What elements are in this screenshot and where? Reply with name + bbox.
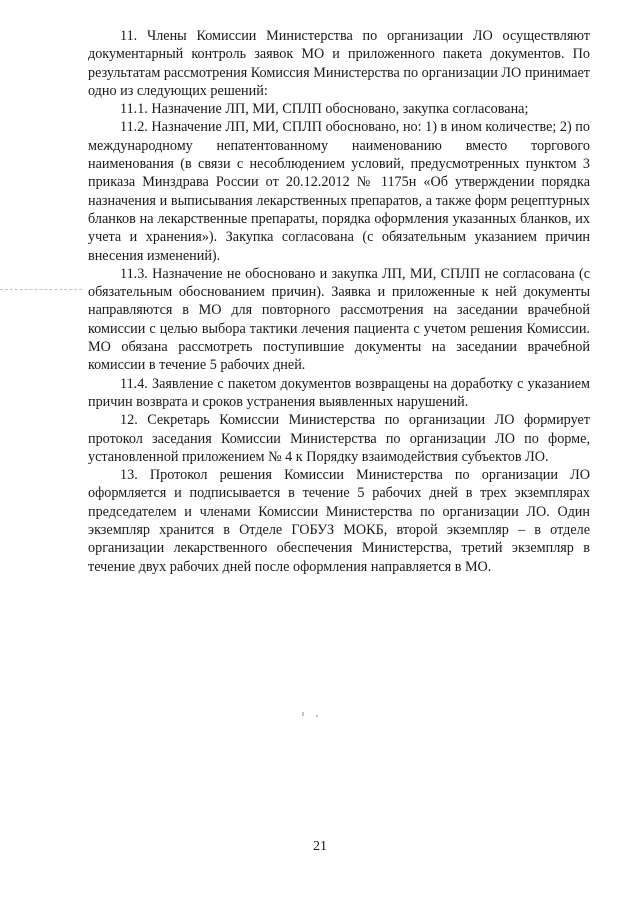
paragraph-11-2: 11.2. Назначение ЛП, МИ, СПЛП обосновано, но: 1) в ином количестве; 2) по международному непатентованному наименованию вместо торгового наименования (в связи с несоблюдением условий, предусмотренных пунктом 3 приказа Минздрава России от 20.12.2012 № 1175н «Об утверждении порядка назначения и выписывания лекарственных препаратов, а также форм рецептурных бланков на лекарственные препараты, порядка оформления указанных бланков, их учета и хранения»). Закупка согласована (с обязательным указанием причин внесения изменений). (88, 119, 590, 264)
paragraph-11-3: 11.3. Назначение не обосновано и закупка ЛП, МИ, СПЛП не согласована (с обязательным обоснованием причин). Заявка и приложенные к ней документы направляются в МО для повторного рассмотрения на заседании врачебной комиссии с целью выбора тактики лечения пациента с учетом решения Комиссии. МО обязана рассмотреть поступившие документы на заседании врачебной комиссии в течение 5 рабочих дней. (88, 265, 590, 374)
document-body (88, 27, 590, 576)
scan-artifact-speck (302, 712, 304, 716)
page-number: 21 (313, 839, 327, 854)
paragraph-11-1: 11.1. Назначение ЛП, МИ, СПЛП обосновано, закупка согласована; (120, 101, 529, 118)
scan-artifact-line (0, 289, 82, 291)
paragraph-11-4: 11.4. Заявление с пакетом документов возвращены на доработку с указанием причин возврата и сроков устранения выявленных нарушений. (88, 375, 590, 410)
paragraph-11: 11. Члены Комиссии Министерства по организации ЛО осуществляют документарный контроль заявок МО и приложенного пакета документов. По результатам рассмотрения Комиссия Министерства по организации ЛО принимает одно из следующих решений: (88, 28, 590, 99)
scan-artifact-speck (316, 715, 318, 717)
paragraph-12: 12. Секретарь Комиссии Министерства по организации ЛО формирует протокол заседания Комиссии Министерства по организации ЛО по форме, установленной приложением № 4 к Порядку взаимодействия субъектов ЛО. (88, 412, 590, 465)
paragraph-13: 13. Протокол решения Комиссии Министерства по организации ЛО оформляется и подписывается в течение 5 рабочих дней в трех экземплярах председателем и членами Комиссии Министерства по организации ЛО. Один экземпляр хранится в Отделе ГОБУЗ МОКБ, второй экземпляр – в отделе организации лекарственного обеспечения Министерства, третий экземпляр в течение двух рабочих дней после оформления направляется в МО. (88, 467, 590, 575)
